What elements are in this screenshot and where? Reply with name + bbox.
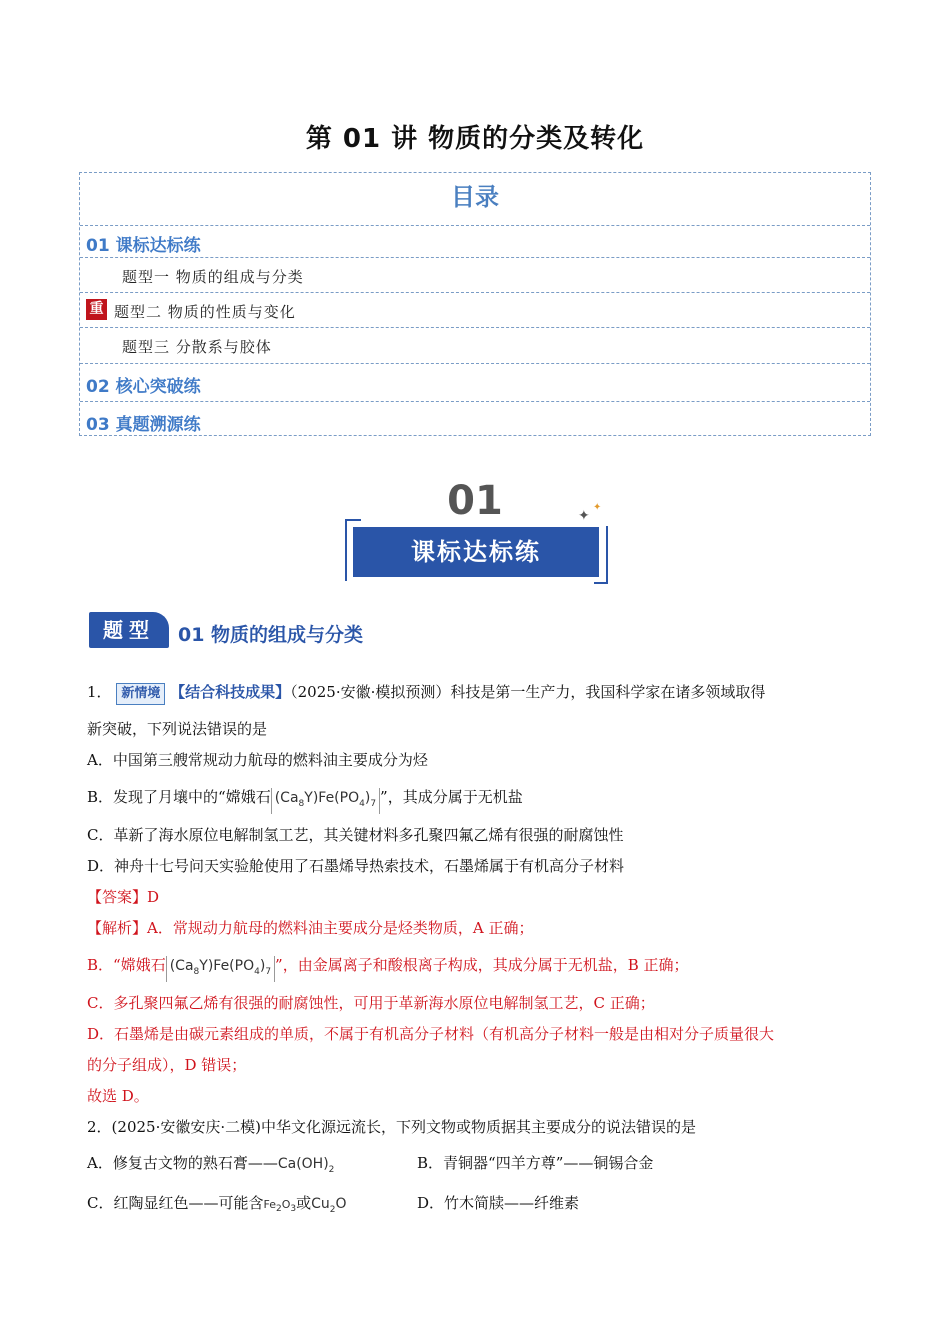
q2-option-a-text: A．修复古文物的熟石膏—— — [87, 1154, 278, 1172]
q1-stem-line2: 新突破，下列说法错误的是 — [87, 720, 268, 738]
q1-tag-text: 【结合科技成果】 — [170, 683, 291, 701]
q2-option-b: B．青铜器“四羊方尊”——铜锡合金 — [417, 1154, 654, 1172]
q1-answer: 【答案】D — [87, 888, 160, 906]
explanation-b-text: B．“嫦娥石 — [87, 956, 166, 974]
key-badge: 重 — [86, 299, 107, 320]
q2-option-a — [87, 1153, 334, 1180]
sparkle-icon: ✦ — [578, 508, 590, 524]
q1-stem-line1 — [87, 682, 765, 705]
chang-e-stone-formula: $(Ca_8Y)Fe(PO_4)_7$ — [271, 788, 380, 814]
sparkle-small-icon: ✦ — [593, 502, 602, 513]
q2-stem: 2．(2025·安徽安庆·二模)中华文化源远流长，下列文物或物质据其主要成分的说法错误的是 — [87, 1118, 696, 1136]
q1-number: 1． — [87, 683, 112, 701]
toc-topic-2-label: 题型二 物质的性质与变化 — [114, 303, 296, 321]
q1-explanation-c: C．多孔聚四氟乙烯有很强的耐腐蚀性，可用于革新海水原位电解制氢工艺，C 正确； — [87, 994, 655, 1012]
q2-option-c-or: 或 — [296, 1194, 312, 1212]
toc-section-2[interactable] — [80, 363, 870, 401]
q1-stem-a: （2025·安徽·模拟预测）科技是第一生产力，我国科学家在诸多领域取得 — [290, 683, 766, 701]
q1-option-c: C．革新了海水原位电解制氢工艺，其关键材料多孔聚四氟乙烯有很强的耐腐蚀性 — [87, 826, 624, 844]
q1-option-b-text: B．发现了月壤中的“嫦娥石 — [87, 788, 271, 806]
q2-option-c-text: C．红陶显红色——可能含 — [87, 1194, 264, 1212]
toc-heading: 目录 — [451, 183, 499, 211]
q1-option-b-tail: ”，其成分属于无机盐 — [380, 788, 523, 806]
cuprous-oxide-formula: $Cu_2O$ — [311, 1196, 347, 1215]
type-badge: 题型 — [89, 612, 169, 648]
q2-option-c — [87, 1193, 347, 1220]
q1-explanation-d1: D．石墨烯是由碳元素组成的单质，不属于有机高分子材料（有机高分子材料一般是由相对分子质量很大 — [87, 1025, 775, 1043]
calcium-hydroxide-formula: $Ca(OH)_2$ — [277, 1156, 335, 1175]
toc-section-3[interactable] — [80, 401, 870, 435]
chang-e-stone-formula-2: $(Ca_8Y)Fe(PO_4)_7$ — [166, 956, 275, 982]
toc-section-2-label: 02 核心突破练 — [86, 377, 201, 397]
q1-explanation-b — [87, 955, 689, 982]
toc-topic-1-label: 题型一 物质的组成与分类 — [122, 268, 304, 286]
toc-section-3-label: 03 真题溯源练 — [86, 415, 201, 435]
q1-conclusion: 故选 D。 — [87, 1087, 149, 1105]
q1-explanation-a — [87, 918, 533, 938]
toc-topic-3[interactable] — [80, 327, 870, 363]
new-context-tag: 新情境 — [116, 683, 165, 705]
toc-section-1[interactable] — [80, 225, 870, 257]
q1-option-b — [87, 787, 523, 814]
explanation-a-text: A．常规动力航母的燃料油主要成分是烃类物质，A 正确； — [147, 919, 534, 937]
page-title: 第 01 讲 物质的分类及转化 — [305, 124, 645, 154]
type-label: 01 物质的组成与分类 — [178, 624, 364, 646]
explanation-label: 【解析】 — [87, 919, 148, 937]
toc-topic-2[interactable] — [80, 292, 870, 327]
section-banner: 课标达标练 — [353, 527, 599, 577]
iron-oxide-formula: $Fe_2O_3$ — [263, 1198, 297, 1215]
q1-explanation-d2: 的分子组成），D 错误； — [87, 1056, 247, 1074]
q1-option-a: A．中国第三艘常规动力航母的燃料油主要成分为烃 — [87, 751, 428, 769]
section-number: 01 — [447, 478, 503, 524]
toc-topic-3-label: 题型三 分散系与胶体 — [122, 338, 272, 356]
q2-option-d: D．竹木简牍——纤维素 — [417, 1194, 580, 1212]
table-of-contents — [79, 172, 871, 436]
explanation-b-tail: ”，由金属离子和酸根离子构成，其成分属于无机盐，B 正确； — [275, 956, 689, 974]
q1-option-d: D．神舟十七号问天实验舱使用了石墨烯导热索技术，石墨烯属于有机高分子材料 — [87, 857, 625, 875]
toc-section-1-label: 01 课标达标练 — [86, 236, 201, 256]
toc-topic-1[interactable] — [80, 257, 870, 292]
